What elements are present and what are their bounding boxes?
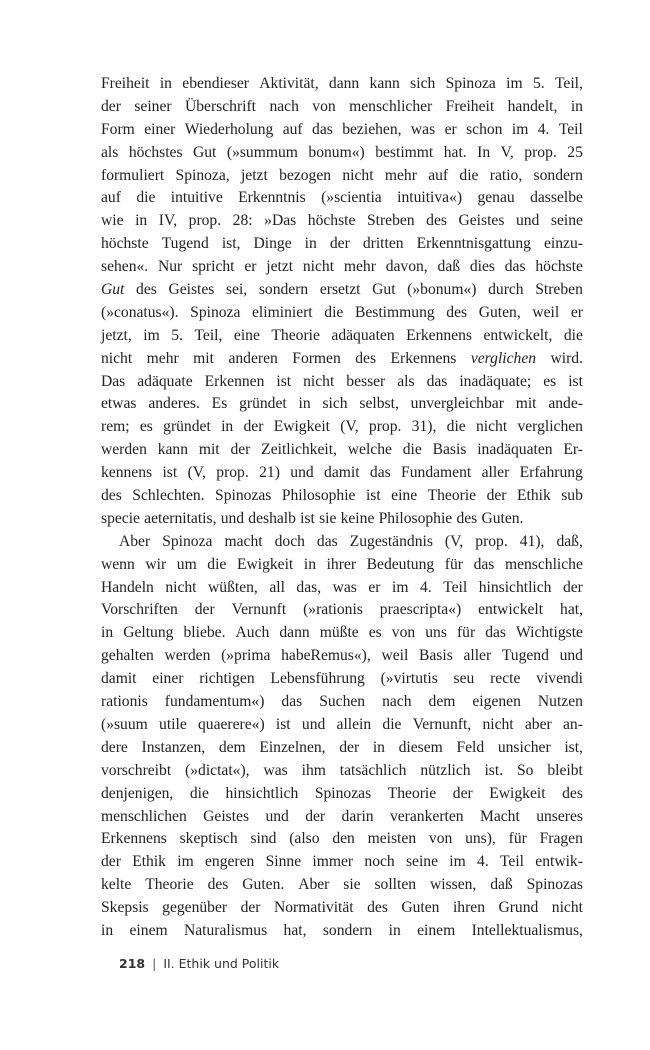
text-line: als höchstes Gut (»summum bonum«) bestimmt hat. In V, prop. 25 (101, 143, 583, 161)
text-line: in Geltung bliebe. Auch dann müßte es von uns für das Wichtigste (101, 624, 583, 642)
page-number: 218 (119, 956, 146, 971)
text-line: wie in IV, prop. 28: »Das höchste Streben des Geistes und seine (101, 212, 583, 230)
text-line: Vorschriften der Vernunft (»rationis praescripta«) entwickelt hat, (101, 601, 583, 619)
text-line: rem; es gründet in der Ewigkeit (V, prop. 31), die nicht verglichen (101, 418, 583, 436)
text-line: Aber Spinoza macht doch das Zugeständnis (V, prop. 41), daß, (119, 532, 583, 550)
text-line: gehalten werden (»prima habeRemus«), weil Basis aller Tugend und (101, 647, 583, 665)
text-line: dere Instanzen, dem Einzelnen, der in diesem Feld unsicher ist, (101, 738, 583, 756)
text-line: nicht mehr mit anderen Formen des Erkennens verglichen wird. (101, 349, 583, 367)
page-footer (119, 956, 279, 971)
text-line: Erkennens skeptisch sind (also den meisten von uns), für Fragen (101, 830, 583, 848)
text-line: damit einer richtigen Lebensführung (»virtutis seu recte vivendi (101, 670, 583, 688)
text-line: höchste Tugend ist, Dinge in der dritten Erkenntnisgattung einzu- (101, 235, 583, 253)
text-line: wenn wir um die Ewigkeit in ihrer Bedeutung für das menschliche (101, 555, 583, 573)
text-line: jetzt, im 5. Teil, eine Theorie adäquaten Erkennens entwickelt, die (101, 326, 583, 344)
text-line: des Schlechten. Spinozas Philosophie ist eine Theorie der Ethik sub (101, 487, 583, 505)
footer-separator: | (152, 956, 157, 971)
text-line: Skepsis gegenüber der Normativität des Guten ihren Grund nicht (101, 899, 583, 917)
text-line: Form einer Wiederholung auf das beziehen, was er schon im 4. Teil (101, 120, 583, 138)
text-line: denjenigen, die hinsichtlich Spinozas Theorie der Ewigkeit des (101, 784, 583, 802)
text-line: werden kann mit der Zeitlichkeit, welche die Basis inadäquaten Er- (101, 441, 583, 459)
text-line: specie aeternitatis, und deshalb ist sie keine Philosophie des Guten. (101, 509, 524, 527)
text-line: (»suum utile quaerere«) ist und allein die Vernunft, nicht aber an- (101, 715, 583, 733)
text-line: (»conatus«). Spinoza eliminiert die Bestimmung des Guten, weil er (101, 303, 583, 321)
text-line: menschlichen Geistes und der darin verankerten Macht unseres (101, 807, 583, 825)
text-line: der seiner Überschrift nach von menschlicher Freiheit handelt, in (101, 97, 583, 115)
text-line: Handeln nicht wüßten, all das, was er im 4. Teil hinsichtlich der (101, 578, 583, 596)
text-line: formuliert Spinoza, jetzt bezogen nicht mehr auf die ratio, sondern (101, 166, 583, 184)
text-line: der Ethik im engeren Sinne immer noch seine im 4. Teil entwik- (101, 853, 583, 871)
running-section-title: II. Ethik und Politik (163, 956, 280, 971)
text-line: etwas anderes. Es gründet in sich selbst, unvergleichbar mit ande- (101, 395, 583, 413)
text-line: vorschreibt (»dictat«), was ihm tatsächlich nützlich ist. So bleibt (101, 761, 583, 779)
text-line: kelte Theorie des Guten. Aber sie sollten wissen, daß Spinozas (101, 876, 583, 894)
body-text (101, 73, 583, 943)
text-line: in einem Naturalismus hat, sondern in einem Intellektualismus, (101, 921, 583, 939)
text-line: rationis fundamentum«) das Suchen nach dem eigenen Nutzen (101, 693, 583, 711)
text-line: Das adäquate Erkennen ist nicht besser als das inadäquate; es ist (101, 372, 583, 390)
text-line: Freiheit in ebendieser Aktivität, dann kann sich Spinoza im 5. Teil, (101, 75, 583, 92)
text-line: Gut des Geistes sei, sondern ersetzt Gut (»bonum«) durch Streben (101, 281, 583, 299)
text-line: sehen«. Nur spricht er jetzt nicht mehr davon, daß dies das höchste (101, 258, 583, 276)
text-line: auf die intuitive Erkenntnis (»scientia intuitiva«) genau dasselbe (101, 189, 583, 207)
text-line: kennens ist (V, prop. 21) und damit das Fundament aller Erfahrung (101, 464, 583, 482)
